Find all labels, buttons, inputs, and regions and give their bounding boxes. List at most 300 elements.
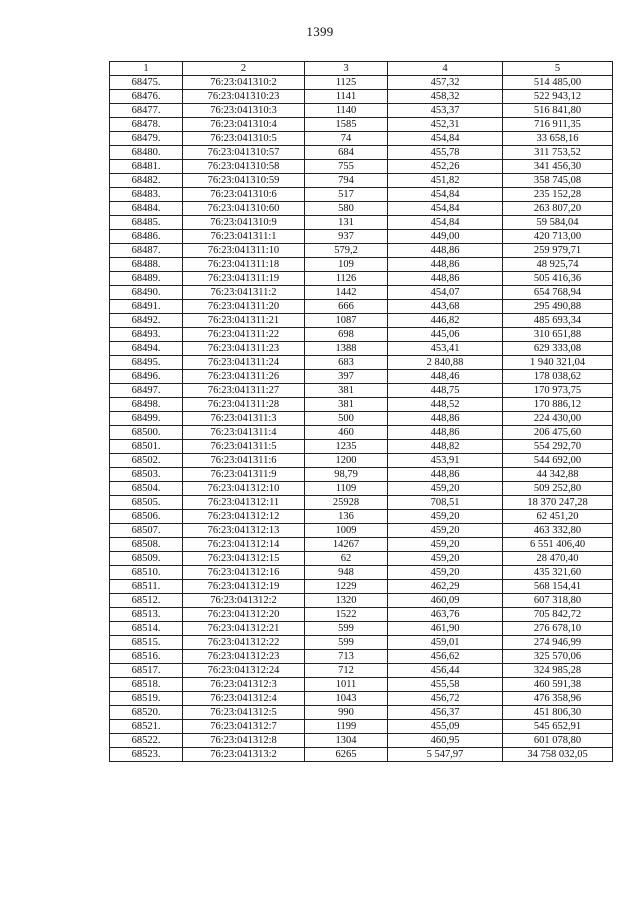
- value-cell: 62 451,20: [503, 510, 613, 524]
- rate-cell: 445,06: [388, 328, 503, 342]
- cadastral-number-cell: 76:23:041311:19: [183, 272, 305, 286]
- area-cell: 74: [305, 132, 388, 146]
- column-header-2: 2: [183, 62, 305, 76]
- table-body: [110, 76, 613, 762]
- value-cell: 44 342,88: [503, 468, 613, 482]
- area-cell: 1200: [305, 454, 388, 468]
- row-number-cell: 68512.: [110, 594, 183, 608]
- table-row: [110, 216, 613, 230]
- cadastral-number-cell: 76:23:041311:26: [183, 370, 305, 384]
- rate-cell: 454,84: [388, 216, 503, 230]
- value-cell: 451 806,30: [503, 706, 613, 720]
- table-row: [110, 594, 613, 608]
- table-row: [110, 580, 613, 594]
- table-row: [110, 90, 613, 104]
- value-cell: 505 416,36: [503, 272, 613, 286]
- row-number-cell: 68485.: [110, 216, 183, 230]
- row-number-cell: 68495.: [110, 356, 183, 370]
- value-cell: 420 713,00: [503, 230, 613, 244]
- value-cell: 224 430,00: [503, 412, 613, 426]
- cadastral-number-cell: 76:23:041312:2: [183, 594, 305, 608]
- value-cell: 324 985,28: [503, 664, 613, 678]
- row-number-cell: 68518.: [110, 678, 183, 692]
- cadastral-number-cell: 76:23:041310:59: [183, 174, 305, 188]
- value-cell: 601 078,80: [503, 734, 613, 748]
- rate-cell: 459,20: [388, 552, 503, 566]
- area-cell: 1011: [305, 678, 388, 692]
- rate-cell: 448,86: [388, 468, 503, 482]
- value-cell: 170 886,12: [503, 398, 613, 412]
- value-cell: 6 551 406,40: [503, 538, 613, 552]
- area-cell: 381: [305, 398, 388, 412]
- rate-cell: 448,86: [388, 272, 503, 286]
- cadastral-number-cell: 76:23:041311:20: [183, 300, 305, 314]
- row-number-cell: 68475.: [110, 76, 183, 90]
- cadastral-number-cell: 76:23:041312:4: [183, 692, 305, 706]
- rate-cell: 448,86: [388, 244, 503, 258]
- value-cell: 545 652,91: [503, 720, 613, 734]
- row-number-cell: 68508.: [110, 538, 183, 552]
- value-cell: 358 745,08: [503, 174, 613, 188]
- row-number-cell: 68503.: [110, 468, 183, 482]
- cadastral-number-cell: 76:23:041311:6: [183, 454, 305, 468]
- area-cell: 1125: [305, 76, 388, 90]
- cadastral-number-cell: 76:23:041312:20: [183, 608, 305, 622]
- value-cell: 460 591,38: [503, 678, 613, 692]
- value-cell: 48 925,74: [503, 258, 613, 272]
- rate-cell: 462,29: [388, 580, 503, 594]
- row-number-cell: 68509.: [110, 552, 183, 566]
- rate-cell: 455,58: [388, 678, 503, 692]
- row-number-cell: 68501.: [110, 440, 183, 454]
- cadastral-number-cell: 76:23:041310:23: [183, 90, 305, 104]
- area-cell: 698: [305, 328, 388, 342]
- cadastral-number-cell: 76:23:041310:58: [183, 160, 305, 174]
- value-cell: 716 911,35: [503, 118, 613, 132]
- row-number-cell: 68515.: [110, 636, 183, 650]
- row-number-cell: 68482.: [110, 174, 183, 188]
- value-cell: 509 252,80: [503, 482, 613, 496]
- cadastral-number-cell: 76:23:041310:60: [183, 202, 305, 216]
- row-number-cell: 68476.: [110, 90, 183, 104]
- table-row: [110, 160, 613, 174]
- table-row: [110, 146, 613, 160]
- area-cell: 1522: [305, 608, 388, 622]
- rate-cell: 2 840,88: [388, 356, 503, 370]
- table-row: [110, 468, 613, 482]
- area-cell: 131: [305, 216, 388, 230]
- area-cell: 1126: [305, 272, 388, 286]
- table-row: [110, 328, 613, 342]
- cadastral-number-cell: 76:23:041312:3: [183, 678, 305, 692]
- value-cell: 311 753,52: [503, 146, 613, 160]
- rate-cell: 454,84: [388, 202, 503, 216]
- cadastral-number-cell: 76:23:041312:15: [183, 552, 305, 566]
- cadastral-number-cell: 76:23:041312:11: [183, 496, 305, 510]
- rate-cell: 443,68: [388, 300, 503, 314]
- value-cell: 705 842,72: [503, 608, 613, 622]
- value-cell: 295 490,88: [503, 300, 613, 314]
- rate-cell: 453,91: [388, 454, 503, 468]
- row-number-cell: 68494.: [110, 342, 183, 356]
- cadastral-number-cell: 76:23:041312:22: [183, 636, 305, 650]
- area-cell: 397: [305, 370, 388, 384]
- table-row: [110, 496, 613, 510]
- cadastral-number-cell: 76:23:041311:22: [183, 328, 305, 342]
- cadastral-number-cell: 76:23:041311:4: [183, 426, 305, 440]
- cadastral-number-cell: 76:23:041311:10: [183, 244, 305, 258]
- table-row: [110, 608, 613, 622]
- rate-cell: 708,51: [388, 496, 503, 510]
- rate-cell: 455,09: [388, 720, 503, 734]
- row-number-cell: 68519.: [110, 692, 183, 706]
- area-cell: 1140: [305, 104, 388, 118]
- rate-cell: 459,20: [388, 566, 503, 580]
- table-row: [110, 174, 613, 188]
- table-row: [110, 412, 613, 426]
- rate-cell: 448,82: [388, 440, 503, 454]
- value-cell: 274 946,99: [503, 636, 613, 650]
- area-cell: 1141: [305, 90, 388, 104]
- area-cell: 517: [305, 188, 388, 202]
- value-cell: 34 758 032,05: [503, 748, 613, 762]
- rate-cell: 456,72: [388, 692, 503, 706]
- area-cell: 599: [305, 622, 388, 636]
- value-cell: 33 658,16: [503, 132, 613, 146]
- value-cell: 544 692,00: [503, 454, 613, 468]
- rate-cell: 455,78: [388, 146, 503, 160]
- rate-cell: 448,86: [388, 412, 503, 426]
- row-number-cell: 68500.: [110, 426, 183, 440]
- table-row: [110, 734, 613, 748]
- table-row: [110, 454, 613, 468]
- row-number-cell: 68489.: [110, 272, 183, 286]
- table-row: [110, 272, 613, 286]
- row-number-cell: 68516.: [110, 650, 183, 664]
- rate-cell: 454,84: [388, 188, 503, 202]
- page-number: 1399: [306, 24, 334, 39]
- table-row: [110, 398, 613, 412]
- rate-cell: 5 547,97: [388, 748, 503, 762]
- row-number-cell: 68490.: [110, 286, 183, 300]
- area-cell: 990: [305, 706, 388, 720]
- cadastral-number-cell: 76:23:041311:2: [183, 286, 305, 300]
- table-row: [110, 342, 613, 356]
- value-cell: 18 370 247,28: [503, 496, 613, 510]
- row-number-cell: 68521.: [110, 720, 183, 734]
- row-number-cell: 68505.: [110, 496, 183, 510]
- value-cell: 485 693,34: [503, 314, 613, 328]
- table-row: [110, 678, 613, 692]
- row-number-cell: 68499.: [110, 412, 183, 426]
- table-row: [110, 132, 613, 146]
- value-cell: 259 979,71: [503, 244, 613, 258]
- rate-cell: 452,26: [388, 160, 503, 174]
- rate-cell: 459,20: [388, 510, 503, 524]
- rate-cell: 456,62: [388, 650, 503, 664]
- value-cell: 310 651,88: [503, 328, 613, 342]
- cadastral-number-cell: 76:23:041312:13: [183, 524, 305, 538]
- area-cell: 1043: [305, 692, 388, 706]
- row-number-cell: 68497.: [110, 384, 183, 398]
- row-number-cell: 68506.: [110, 510, 183, 524]
- rate-cell: 454,84: [388, 132, 503, 146]
- table-row: [110, 426, 613, 440]
- table-row: [110, 748, 613, 762]
- area-cell: 1585: [305, 118, 388, 132]
- table-row: [110, 356, 613, 370]
- row-number-cell: 68514.: [110, 622, 183, 636]
- value-cell: 568 154,41: [503, 580, 613, 594]
- table-row: [110, 552, 613, 566]
- table-row: [110, 286, 613, 300]
- cadastral-number-cell: 76:23:041311:21: [183, 314, 305, 328]
- table-row: [110, 202, 613, 216]
- cadastral-number-cell: 76:23:041311:3: [183, 412, 305, 426]
- column-header-4: 4: [388, 62, 503, 76]
- value-cell: 325 570,06: [503, 650, 613, 664]
- area-cell: 580: [305, 202, 388, 216]
- table-row: [110, 566, 613, 580]
- cadastral-number-cell: 76:23:041312:14: [183, 538, 305, 552]
- rate-cell: 454,07: [388, 286, 503, 300]
- cadastral-number-cell: 76:23:041310:3: [183, 104, 305, 118]
- area-cell: 937: [305, 230, 388, 244]
- cadastral-number-cell: 76:23:041311:18: [183, 258, 305, 272]
- table-row: [110, 720, 613, 734]
- cadastral-number-cell: 76:23:041312:12: [183, 510, 305, 524]
- rate-cell: 448,86: [388, 258, 503, 272]
- rate-cell: 449,00: [388, 230, 503, 244]
- rate-cell: 461,90: [388, 622, 503, 636]
- table-row: [110, 244, 613, 258]
- row-number-cell: 68502.: [110, 454, 183, 468]
- rate-cell: 460,95: [388, 734, 503, 748]
- table-row: [110, 314, 613, 328]
- area-cell: 460: [305, 426, 388, 440]
- rate-cell: 459,01: [388, 636, 503, 650]
- rate-cell: 446,82: [388, 314, 503, 328]
- value-cell: 522 943,12: [503, 90, 613, 104]
- cadastral-number-cell: 76:23:041313:2: [183, 748, 305, 762]
- rate-cell: 459,20: [388, 538, 503, 552]
- column-header-1: 1: [110, 62, 183, 76]
- area-cell: 1320: [305, 594, 388, 608]
- rate-cell: 453,41: [388, 342, 503, 356]
- value-cell: 178 038,62: [503, 370, 613, 384]
- area-cell: 62: [305, 552, 388, 566]
- area-cell: 948: [305, 566, 388, 580]
- area-cell: 1087: [305, 314, 388, 328]
- value-cell: 59 584,04: [503, 216, 613, 230]
- header-row: [110, 62, 613, 76]
- rate-cell: 451,82: [388, 174, 503, 188]
- cadastral-number-cell: 76:23:041310:6: [183, 188, 305, 202]
- rate-cell: 463,76: [388, 608, 503, 622]
- cadastral-number-cell: 76:23:041312:23: [183, 650, 305, 664]
- table-row: [110, 258, 613, 272]
- cadastral-number-cell: 76:23:041312:8: [183, 734, 305, 748]
- row-number-cell: 68496.: [110, 370, 183, 384]
- area-cell: 684: [305, 146, 388, 160]
- row-number-cell: 68493.: [110, 328, 183, 342]
- table-row: [110, 650, 613, 664]
- table-row: [110, 482, 613, 496]
- area-cell: 1442: [305, 286, 388, 300]
- table-row: [110, 230, 613, 244]
- rate-cell: 457,32: [388, 76, 503, 90]
- row-number-cell: 68498.: [110, 398, 183, 412]
- row-number-cell: 68480.: [110, 146, 183, 160]
- row-number-cell: 68510.: [110, 566, 183, 580]
- area-cell: 683: [305, 356, 388, 370]
- cadastral-number-cell: 76:23:041310:4: [183, 118, 305, 132]
- row-number-cell: 68486.: [110, 230, 183, 244]
- cadastral-number-cell: 76:23:041311:5: [183, 440, 305, 454]
- area-cell: 98,79: [305, 468, 388, 482]
- area-cell: 666: [305, 300, 388, 314]
- value-cell: 28 470,40: [503, 552, 613, 566]
- area-cell: 1199: [305, 720, 388, 734]
- table-row: [110, 440, 613, 454]
- area-cell: 1229: [305, 580, 388, 594]
- value-cell: 516 841,80: [503, 104, 613, 118]
- value-cell: 206 475,60: [503, 426, 613, 440]
- value-cell: 629 333,08: [503, 342, 613, 356]
- row-number-cell: 68507.: [110, 524, 183, 538]
- area-cell: 25928: [305, 496, 388, 510]
- row-number-cell: 68504.: [110, 482, 183, 496]
- value-cell: 654 768,94: [503, 286, 613, 300]
- value-cell: 607 318,80: [503, 594, 613, 608]
- value-cell: 276 678,10: [503, 622, 613, 636]
- area-cell: 599: [305, 636, 388, 650]
- row-number-cell: 68481.: [110, 160, 183, 174]
- area-cell: 713: [305, 650, 388, 664]
- area-cell: 1109: [305, 482, 388, 496]
- table-row: [110, 692, 613, 706]
- row-number-cell: 68477.: [110, 104, 183, 118]
- table-row: [110, 76, 613, 90]
- column-header-3: 3: [305, 62, 388, 76]
- cadastral-number-cell: 76:23:041312:24: [183, 664, 305, 678]
- area-cell: 500: [305, 412, 388, 426]
- table-row: [110, 524, 613, 538]
- row-number-cell: 68517.: [110, 664, 183, 678]
- value-cell: 435 321,60: [503, 566, 613, 580]
- cadastral-number-cell: 76:23:041312:16: [183, 566, 305, 580]
- row-number-cell: 68483.: [110, 188, 183, 202]
- cadastral-number-cell: 76:23:041311:1: [183, 230, 305, 244]
- cadastral-number-cell: 76:23:041311:9: [183, 468, 305, 482]
- rate-cell: 459,20: [388, 524, 503, 538]
- table-row: [110, 300, 613, 314]
- row-number-cell: 68520.: [110, 706, 183, 720]
- area-cell: 755: [305, 160, 388, 174]
- cadastral-number-cell: 76:23:041312:21: [183, 622, 305, 636]
- rate-cell: 453,37: [388, 104, 503, 118]
- value-cell: 476 358,96: [503, 692, 613, 706]
- cadastral-number-cell: 76:23:041311:23: [183, 342, 305, 356]
- table-row: [110, 622, 613, 636]
- area-cell: 712: [305, 664, 388, 678]
- rate-cell: 456,37: [388, 706, 503, 720]
- area-cell: 109: [305, 258, 388, 272]
- table-row: [110, 104, 613, 118]
- cadastral-number-cell: 76:23:041310:57: [183, 146, 305, 160]
- rate-cell: 448,52: [388, 398, 503, 412]
- table-row: [110, 370, 613, 384]
- column-header-5: 5: [503, 62, 613, 76]
- area-cell: 136: [305, 510, 388, 524]
- row-number-cell: 68492.: [110, 314, 183, 328]
- cadastral-number-cell: 76:23:041312:19: [183, 580, 305, 594]
- area-cell: 579,2: [305, 244, 388, 258]
- row-number-cell: 68522.: [110, 734, 183, 748]
- area-cell: 1009: [305, 524, 388, 538]
- row-number-cell: 68484.: [110, 202, 183, 216]
- rate-cell: 460,09: [388, 594, 503, 608]
- area-cell: 1235: [305, 440, 388, 454]
- rate-cell: 448,86: [388, 426, 503, 440]
- cadastral-number-cell: 76:23:041311:24: [183, 356, 305, 370]
- row-number-cell: 68511.: [110, 580, 183, 594]
- value-cell: 170 973,75: [503, 384, 613, 398]
- area-cell: 1304: [305, 734, 388, 748]
- rate-cell: 448,75: [388, 384, 503, 398]
- area-cell: 1388: [305, 342, 388, 356]
- row-number-cell: 68478.: [110, 118, 183, 132]
- value-cell: 463 332,80: [503, 524, 613, 538]
- cadastral-number-cell: 76:23:041311:28: [183, 398, 305, 412]
- table-row: [110, 510, 613, 524]
- rate-cell: 452,31: [388, 118, 503, 132]
- rate-cell: 459,20: [388, 482, 503, 496]
- value-cell: 341 456,30: [503, 160, 613, 174]
- row-number-cell: 68488.: [110, 258, 183, 272]
- data-table: [109, 61, 613, 762]
- row-number-cell: 68491.: [110, 300, 183, 314]
- cadastral-number-cell: 76:23:041312:7: [183, 720, 305, 734]
- value-cell: 263 807,20: [503, 202, 613, 216]
- area-cell: 381: [305, 384, 388, 398]
- value-cell: 554 292,70: [503, 440, 613, 454]
- table-row: [110, 636, 613, 650]
- row-number-cell: 68479.: [110, 132, 183, 146]
- table-row: [110, 664, 613, 678]
- table-row: [110, 118, 613, 132]
- row-number-cell: 68487.: [110, 244, 183, 258]
- table-row: [110, 538, 613, 552]
- table-row: [110, 188, 613, 202]
- value-cell: 1 940 321,04: [503, 356, 613, 370]
- table-row: [110, 706, 613, 720]
- row-number-cell: 68523.: [110, 748, 183, 762]
- cadastral-number-cell: 76:23:041312:5: [183, 706, 305, 720]
- table-row: [110, 384, 613, 398]
- cadastral-number-cell: 76:23:041310:5: [183, 132, 305, 146]
- row-number-cell: 68513.: [110, 608, 183, 622]
- cadastral-number-cell: 76:23:041310:2: [183, 76, 305, 90]
- rate-cell: 448,46: [388, 370, 503, 384]
- rate-cell: 456,44: [388, 664, 503, 678]
- value-cell: 514 485,00: [503, 76, 613, 90]
- cadastral-number-cell: 76:23:041310:9: [183, 216, 305, 230]
- area-cell: 794: [305, 174, 388, 188]
- rate-cell: 458,32: [388, 90, 503, 104]
- value-cell: 235 152,28: [503, 188, 613, 202]
- area-cell: 14267: [305, 538, 388, 552]
